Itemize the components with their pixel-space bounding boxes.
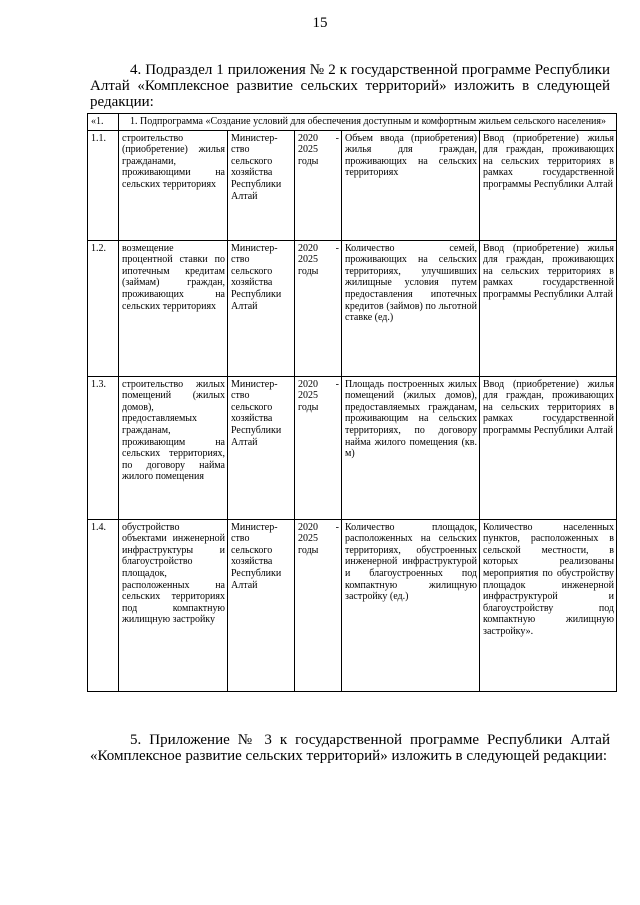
row-result: Ввод (приобретение) жилья для граждан, проживающих на сельских территориях в рамках государственной программы Республики Алтай xyxy=(480,130,617,240)
row-measure: строительство жилых помещений (жилых домов), предоставляемых гражданам, проживающим на сельских территориях, по договору найма жилого помещения xyxy=(119,376,228,519)
row-num: 1.1. xyxy=(88,130,119,240)
row-measure: обустройство объектами инженерной инфраструктуры и благоустройство площадок, расположенных на сельских территориях под компактную жилищную застройку xyxy=(119,519,228,691)
subprogram-table xyxy=(87,113,617,692)
row-indicator: Объем ввода (приобретения) жилья для граждан, проживающих на сельских территориях xyxy=(342,130,480,240)
table-header-row xyxy=(88,114,617,131)
paragraph-4: 4. Подраздел 1 приложения № 2 к государственной программе Республики Алтай «Комплексное развитие сельских территорий» изложить в следующей редакции: xyxy=(90,62,610,110)
row-measure: строительство (приобретение) жилья гражданами, проживающими на сельских территориях xyxy=(119,130,228,240)
row-executor: Министер-ство сельского хозяйства Республики Алтай xyxy=(228,519,295,691)
table-row xyxy=(88,240,617,376)
table-row xyxy=(88,376,617,519)
row-indicator: Площадь построенных жилых помещений (жилых домов), предоставляемых гражданам, проживающим на сельских территориях, по договору найма жилого помещения (кв. м) xyxy=(342,376,480,519)
row-executor: Министер-ство сельского хозяйства Республики Алтай xyxy=(228,130,295,240)
row-measure: возмещение процентной ставки по ипотечным кредитам (займам) граждан, проживающих на сельских территориях xyxy=(119,240,228,376)
row-result: Количество населенных пунктов, расположенных в сельской местности, в которых реализованы мероприятия по обустройству площадок инженерной инфраструктурой и благоустройству под компактную жилищную застройку». xyxy=(480,519,617,691)
row-num: 1.4. xyxy=(88,519,119,691)
row-period: 2020 - 2025 годы xyxy=(295,130,342,240)
row-result: Ввод (приобретение) жилья для граждан, проживающих на сельских территориях в рамках государственной программы Республики Алтай xyxy=(480,376,617,519)
header-num: «1. xyxy=(88,114,119,131)
row-period: 2020 - 2025 годы xyxy=(295,240,342,376)
row-period: 2020 - 2025 годы xyxy=(295,519,342,691)
row-indicator: Количество площадок, расположенных на сельских территориях, обустроенных инженерной инфраструктурой и благоустроенных под компактную жилищную застройку (ед.) xyxy=(342,519,480,691)
row-indicator: Количество семей, проживающих на сельских территориях, улучшивших жилищные условия путем предоставления ипотечных кредитов (займов) по льготной ставке (ед.) xyxy=(342,240,480,376)
paragraph-5: 5. Приложение № 3 к государственной программе Республики Алтай «Комплексное развитие сельских территорий» изложить в следующей редакции: xyxy=(90,732,610,764)
row-num: 1.3. xyxy=(88,376,119,519)
row-num: 1.2. xyxy=(88,240,119,376)
page-number: 15 xyxy=(312,15,328,31)
row-result: Ввод (приобретение) жилья для граждан, проживающих на сельских территориях в рамках государственной программы Республики Алтай xyxy=(480,240,617,376)
header-title: 1. Подпрограмма «Создание условий для обеспечения доступным и комфортным жильем сельского населения» xyxy=(119,114,617,131)
row-executor: Министер-ство сельского хозяйства Республики Алтай xyxy=(228,376,295,519)
row-period: 2020 - 2025 годы xyxy=(295,376,342,519)
table-row xyxy=(88,519,617,691)
row-executor: Министер-ство сельского хозяйства Республики Алтай xyxy=(228,240,295,376)
table-row xyxy=(88,130,617,240)
